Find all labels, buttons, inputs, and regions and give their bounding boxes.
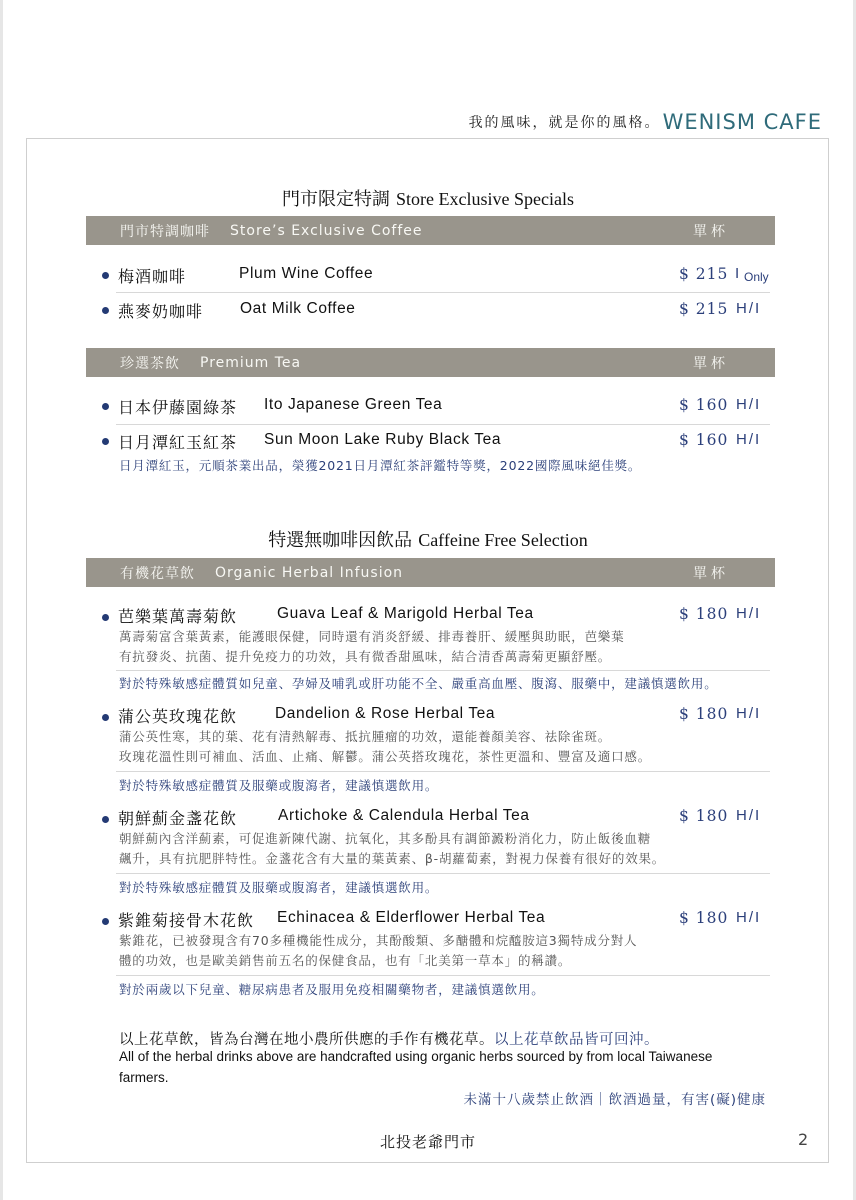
item-name-en: Dandelion & Rose Herbal Tea xyxy=(275,705,496,722)
unit-label: 單杯 xyxy=(693,565,729,582)
item-description xyxy=(119,931,679,971)
item-description xyxy=(119,727,679,767)
bullet-icon xyxy=(102,816,109,823)
item-note: 日月潭紅玉，元順茶業出品，榮獲2021日月潭紅茶評鑑特等獎，2022國際風味絕佳獎。 xyxy=(119,458,642,473)
category-bar-herbal xyxy=(86,558,775,587)
item-divider xyxy=(116,292,770,293)
store-name: 北投老爺門市 xyxy=(379,1133,476,1151)
section-title-zh: 門市限定特調 xyxy=(282,189,391,210)
brand-logo: WENISM CAFE xyxy=(662,110,822,134)
item-name-zh: 芭樂葉萬壽菊飲 xyxy=(118,607,238,626)
item-price: $ 180 xyxy=(679,909,729,927)
description-line: 蒲公英性寒，其的葉、花有清熱解毒、抵抗腫瘤的功效，還能養顏美容、祛除雀斑。 xyxy=(119,729,612,744)
item-size: H/I xyxy=(736,396,762,413)
item-name-zh: 日本伊藤園綠茶 xyxy=(118,398,238,417)
item-size: H/I xyxy=(736,807,762,824)
section-title-zh: 特選無咖啡因飲品 xyxy=(268,530,413,551)
item-note: 對於特殊敏感症體質及服藥或腹瀉者，建議慎選飲用。 xyxy=(119,778,439,793)
item-name-en: Ito Japanese Green Tea xyxy=(264,396,443,413)
item-price: $ 160 xyxy=(679,431,729,449)
category-label-zh: 有機花草飲 xyxy=(120,565,195,582)
category-bar-coffee xyxy=(86,216,775,245)
section-title-en: Caffeine Free Selection xyxy=(418,530,588,550)
bullet-icon xyxy=(102,438,109,445)
item-name-zh: 蒲公英玫瑰花飲 xyxy=(118,707,238,726)
header xyxy=(469,110,822,134)
item-description xyxy=(119,627,679,667)
description-line: 朝鮮薊內含洋薊素，可促進新陳代謝、抗氧化，其多酚具有調節澱粉消化力，防止飯後血糖 xyxy=(119,831,652,846)
tagline: 我的風味，就是你的風格。 xyxy=(468,115,661,131)
item-size: I xyxy=(735,265,742,282)
description-line: 萬壽菊富含葉黃素，能護眼保健，同時還有消炎舒緩、排毒養肝、緩壓與助眠，芭樂葉 xyxy=(119,629,625,644)
item-size: H/I xyxy=(736,705,762,722)
item-size: H/I xyxy=(736,431,762,448)
item-price: $ 215 xyxy=(679,265,729,283)
item-size: H/I xyxy=(736,909,762,926)
item-name-en: Artichoke & Calendula Herbal Tea xyxy=(278,807,530,824)
item-name-en: Guava Leaf & Marigold Herbal Tea xyxy=(277,605,534,622)
item-note: 對於特殊敏感症體質如兒童、孕婦及哺乳或肝功能不全、嚴重高血壓、腹瀉、服藥中，建議慎選飲用。 xyxy=(119,676,718,691)
bullet-icon xyxy=(102,714,109,721)
item-note: 對於特殊敏感症體質及服藥或腹瀉者，建議慎選飲用。 xyxy=(119,880,439,895)
category-label-en: Premium Tea xyxy=(200,354,302,371)
description-line: 玫瑰花溫性則可補血、活血、止痛、解鬱。蒲公英搭玫瑰花，茶性更溫和、豐富及適口感。 xyxy=(119,749,652,764)
bullet-icon xyxy=(102,307,109,314)
menu-item-guava-marigold xyxy=(100,604,775,628)
bullet-icon xyxy=(102,614,109,621)
item-price: $ 215 xyxy=(679,300,729,318)
unit-label: 單杯 xyxy=(693,223,729,240)
item-name-en: Echinacea & Elderflower Herbal Tea xyxy=(277,909,546,926)
unit-label: 單杯 xyxy=(693,355,729,372)
bullet-icon xyxy=(102,403,109,410)
category-label-en: Store’s Exclusive Coffee xyxy=(230,222,423,239)
item-name-zh: 梅酒咖啡 xyxy=(118,267,187,286)
item-name-en: Plum Wine Coffee xyxy=(239,265,374,282)
item-description xyxy=(119,829,679,869)
item-price: $ 180 xyxy=(679,807,729,825)
category-label-zh: 珍選茶飲 xyxy=(120,355,180,372)
section-title-en: Store Exclusive Specials xyxy=(396,189,574,209)
section-title-store-exclusive xyxy=(0,185,856,211)
item-divider xyxy=(116,873,770,874)
item-name-zh: 燕麥奶咖啡 xyxy=(118,302,204,321)
item-divider xyxy=(116,670,770,671)
item-price: $ 180 xyxy=(679,705,729,723)
menu-item-ito-green-tea xyxy=(100,395,775,419)
item-price: $ 160 xyxy=(679,396,729,414)
page-number: 2 xyxy=(798,1130,809,1149)
item-name-en: Sun Moon Lake Ruby Black Tea xyxy=(264,431,502,448)
item-name-zh: 日月潭紅玉紅茶 xyxy=(118,433,238,452)
description-line: 紫錐花，已被發現含有70多種機能性成分，其酚酸類、多醣體和烷醯胺這3獨特成分對人 xyxy=(119,933,638,948)
bullet-icon xyxy=(102,918,109,925)
menu-item-ruby-black-tea xyxy=(100,430,775,454)
menu-item-echinacea-elderflower xyxy=(100,908,775,932)
description-line: 飆升，具有抗肥胖特性。金盞花含有大量的葉黃素、β-胡蘿蔔素，對視力保養有很好的效果。 xyxy=(119,851,666,866)
item-divider xyxy=(116,771,770,772)
statement-zh-highlight: 以上花草飲品皆可回沖。 xyxy=(494,1032,659,1048)
item-name-zh: 朝鮮薊金盞花飲 xyxy=(118,809,238,828)
item-price: $ 180 xyxy=(679,605,729,623)
category-bar-tea xyxy=(86,348,775,377)
alcohol-warning: 未滿十八歲禁止飲酒｜飲酒過量，有害(礙)健康 xyxy=(463,1092,766,1108)
menu-item-plum-wine-coffee xyxy=(100,264,775,288)
item-size: H/I xyxy=(736,300,762,317)
menu-item-artichoke-calendula xyxy=(100,806,775,830)
footer-statement-en: All of the herbal drinks above are handcrafted using organic herbs sourced by from local Taiwanese farmers. xyxy=(119,1049,713,1085)
bullet-icon xyxy=(102,272,109,279)
item-divider xyxy=(116,424,770,425)
description-line: 體的功效，也是歐美銷售前五名的保健食品，也有「北美第一草本」的稱讚。 xyxy=(119,953,572,968)
category-label-zh: 門市特調咖啡 xyxy=(120,223,210,240)
item-name-zh: 紫錐菊接骨木花飲 xyxy=(118,911,255,930)
menu-item-oat-milk-coffee xyxy=(100,299,775,323)
page-edge-left xyxy=(0,0,3,1200)
item-name-en: Oat Milk Coffee xyxy=(240,300,356,317)
menu-item-dandelion-rose xyxy=(100,704,775,728)
item-note: 對於兩歲以下兒童、糖尿病患者及服用免疫相關藥物者，建議慎選飲用。 xyxy=(119,982,545,997)
category-label-en: Organic Herbal Infusion xyxy=(215,564,404,581)
item-divider xyxy=(116,975,770,976)
statement-zh: 以上花草飲，皆為台灣在地小農所供應的手作有機花草。 xyxy=(119,1032,494,1048)
item-size: H/I xyxy=(736,605,762,622)
description-line: 有抗發炎、抗菌、提升免疫力的功效，具有微香甜風味，結合清香萬壽菊更顯舒壓。 xyxy=(119,649,612,664)
item-size-note: Only xyxy=(744,270,769,284)
section-title-caffeine-free xyxy=(0,526,856,552)
